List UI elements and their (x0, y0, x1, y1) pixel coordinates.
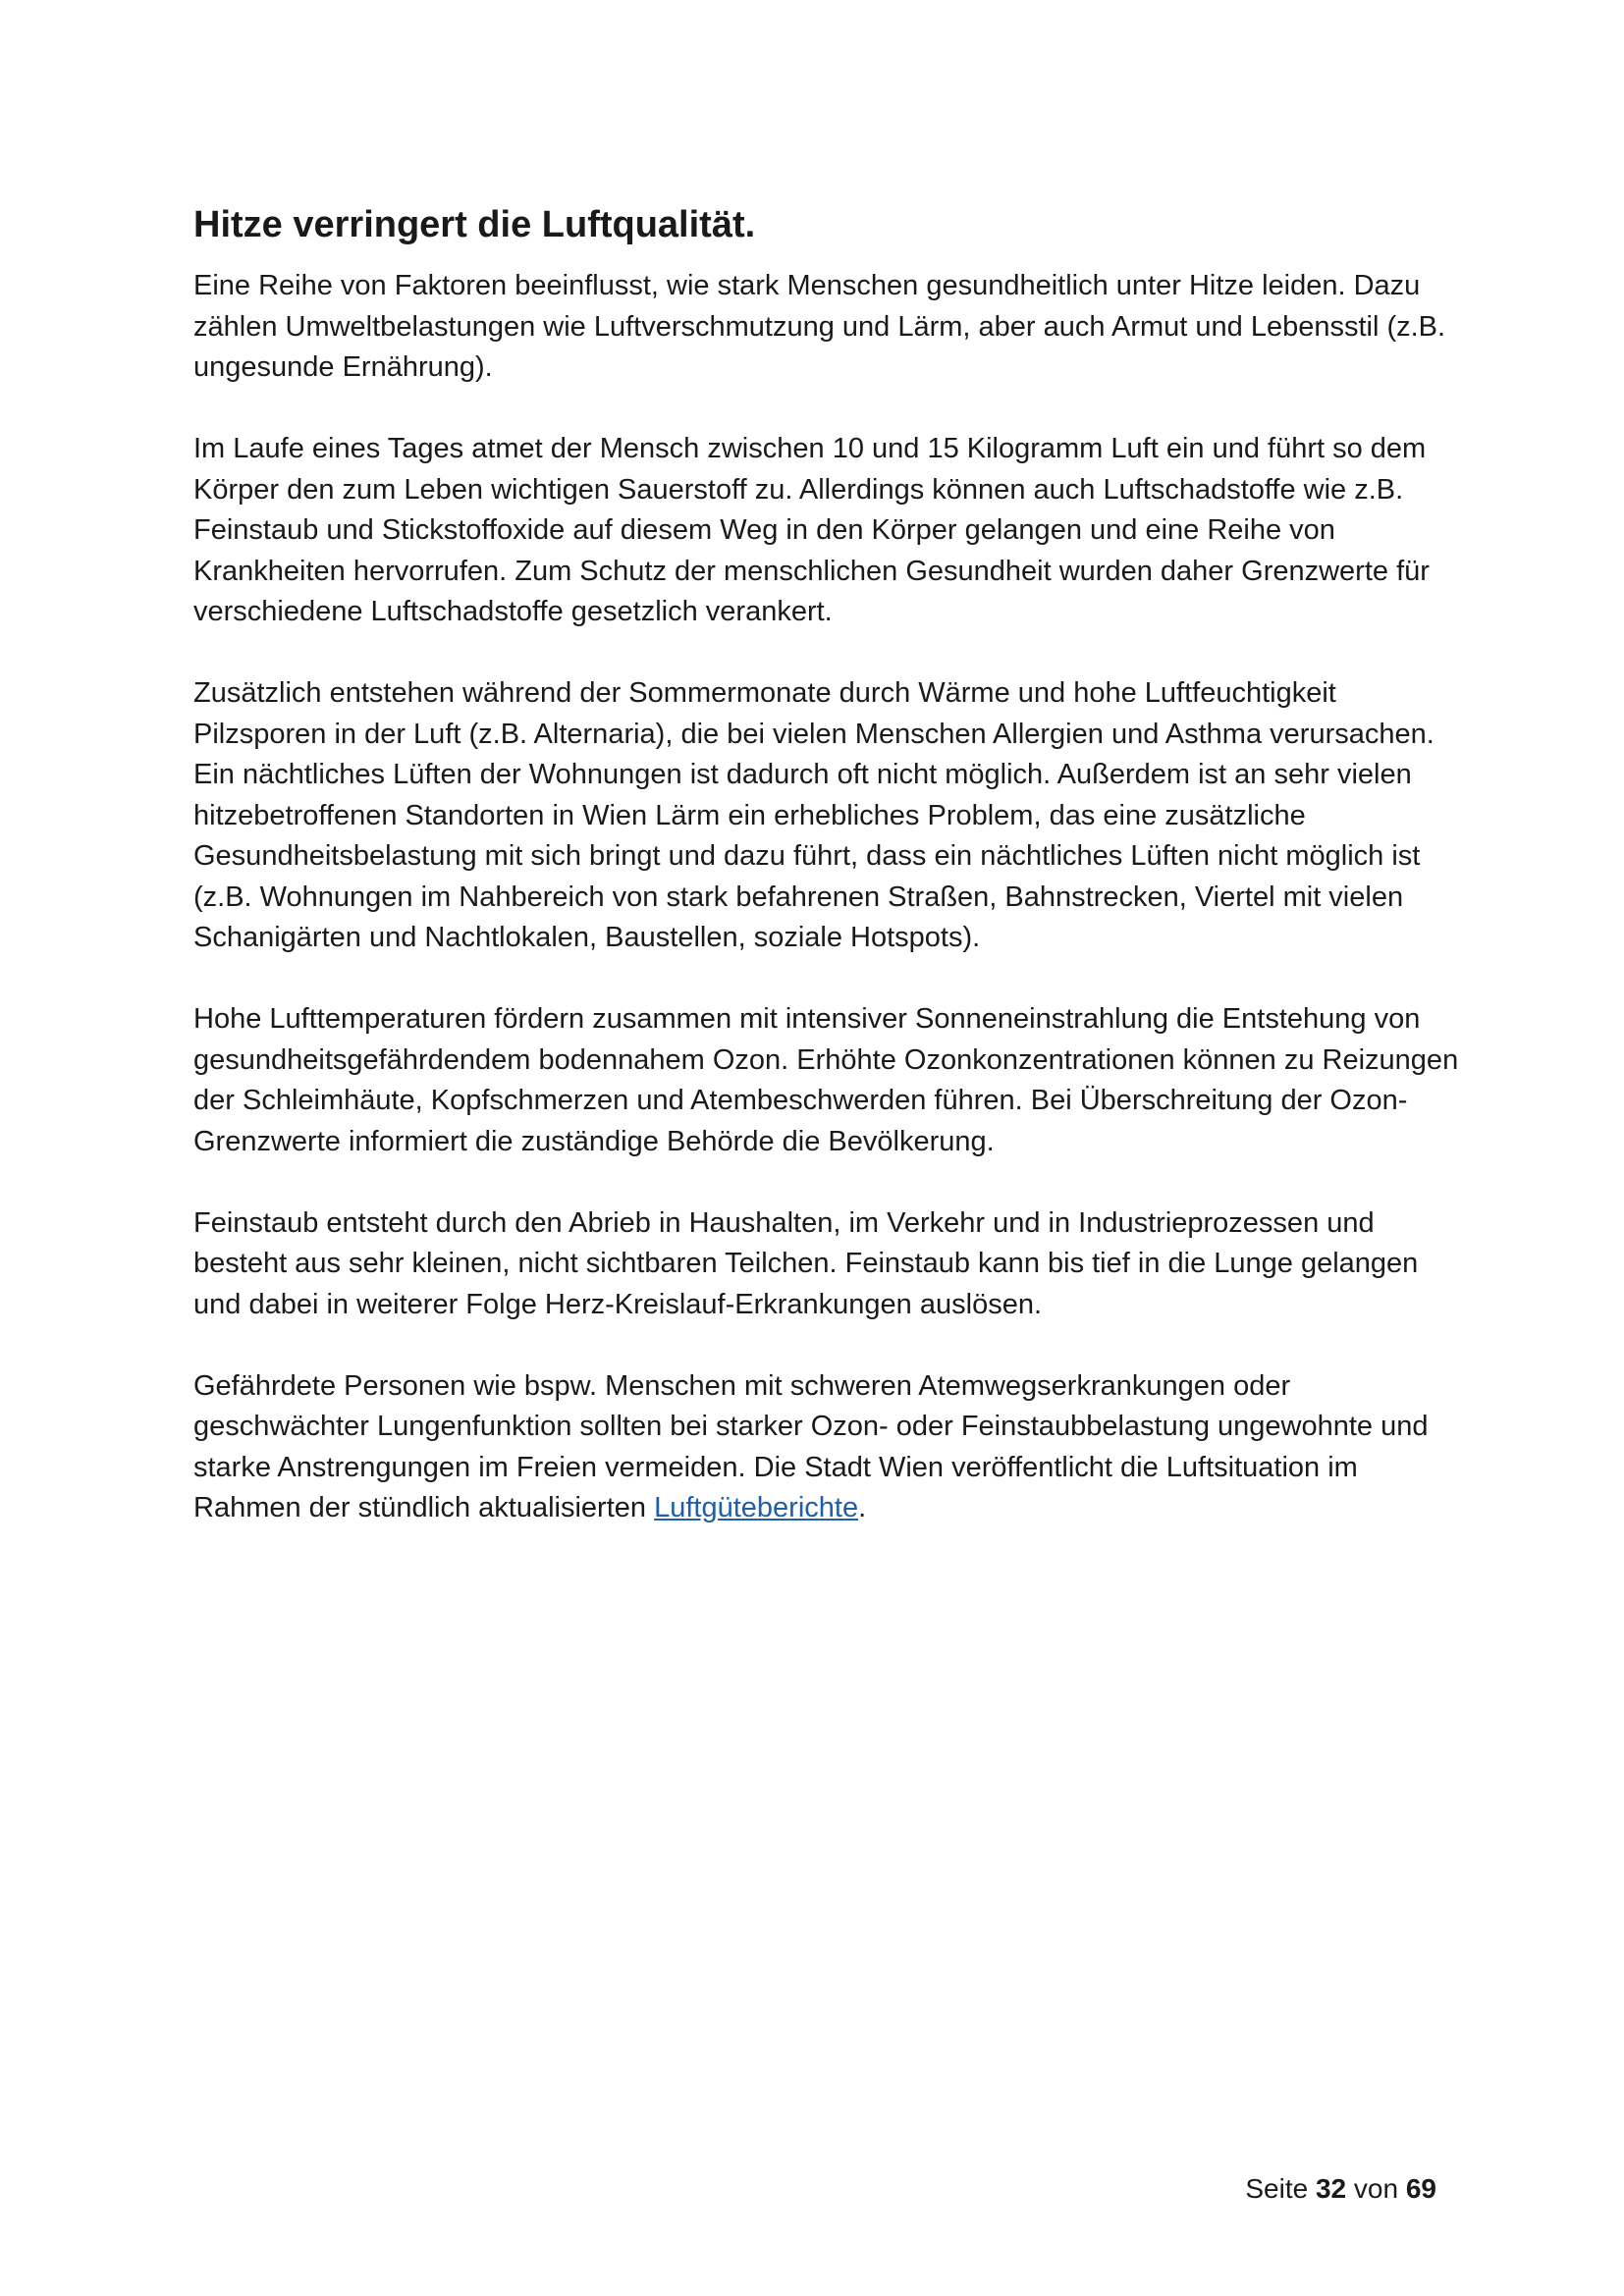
luftgueteberichte-link[interactable]: Luftgüteberichte (654, 1492, 859, 1523)
paragraph-5: Feinstaub entsteht durch den Abrieb in Haushalten, im Verkehr und in Industrieprozessen und besteht aus sehr kleinen, nicht sichtbaren Teilchen. Feinstaub kann bis tief in die Lunge gelangen und dabei in weiterer Folge Herz-Kreislauf-Erkrankungen auslösen. (193, 1206, 1419, 1320)
total-page-count: 69 (1405, 2173, 1436, 2204)
paragraph-6-text: Gefährdete Personen wie bspw. Menschen mit schweren Atemwegserkrankungen oder geschwächter Lungenfunktion sollten bei starker Ozon- oder Feinstaubbelastung ungewohnte und starke Anstrengungen im Freien vermeiden. Die Stadt Wien veröffentlicht die Luftsituation im Rahmen der stündlich aktualisierten (193, 1369, 1429, 1523)
paragraph-4: Hohe Lufttemperaturen fördern zusammen mit intensiver Sonneneinstrahlung die Entstehung von gesundheitsgefährdendem bodennahem Ozon. Erhöhte Ozonkonzentrationen können zu Reizungen der Schleimhäute, Kopfschmerzen und Atembeschwerden führen. Bei Überschreitung der Ozon-Grenzwerte informiert die zuständige Behörde die Bevölkerung. (193, 1003, 1459, 1157)
footer-middle: von (1346, 2173, 1406, 2204)
paragraph-3: Zusätzlich entstehen während der Sommermonate durch Wärme und hohe Luftfeuchtigkeit Pilzsporen in der Luft (z.B. Alternaria), die bei vielen Menschen Allergien und Asthma verursachen. Ein nächtliches Lüften der Wohnungen ist dadurch oft nicht möglich. Außerdem ist an sehr vielen hitzebetroffenen Standorten in Wien Lärm ein erhebliches Problem, das eine zusätzliche Gesundheitsbelastung mit sich bringt und dazu führt, dass ein nächtliches Lüften nicht möglich ist (z.B. Wohnungen im Nahbereich von stark befahrenen Straßen, Bahnstrecken, Viertel mit vielen Schanigärten und Nachtlokalen, Baustellen, soziale Hotspots). (193, 677, 1435, 953)
page-number-footer (1245, 2173, 1436, 2205)
footer-prefix: Seite (1245, 2173, 1316, 2204)
page-heading: Hitze verringert die Luftqualität. (193, 204, 756, 245)
paragraph-6-end: . (858, 1492, 867, 1523)
paragraph-2: Im Laufe eines Tages atmet der Mensch zwischen 10 und 15 Kilogramm Luft ein und führt so dem Körper den zum Leben wichtigen Sauerstoff zu. Allerdings können auch Luftschadstoffe wie z.B. Feinstaub und Stickstoffoxide auf diesem Weg in den Körper gelangen und eine Reihe von Krankheiten hervorrufen. Zum Schutz der menschlichen Gesundheit wurden daher Grenzwerte für verschiedene Luftschadstoffe gesetzlich verankert. (193, 433, 1430, 627)
current-page-number: 32 (1315, 2173, 1347, 2204)
page-content (193, 201, 1460, 1570)
paragraph-6 (193, 1366, 1460, 1529)
paragraph-1: Eine Reihe von Faktoren beeinflusst, wie stark Menschen gesundheitlich unter Hitze leiden. Dazu zählen Umweltbelastungen wie Luftverschmutzung und Lärm, aber auch Armut und Lebensstil (z.B. ungesunde Ernährung). (193, 270, 1446, 383)
